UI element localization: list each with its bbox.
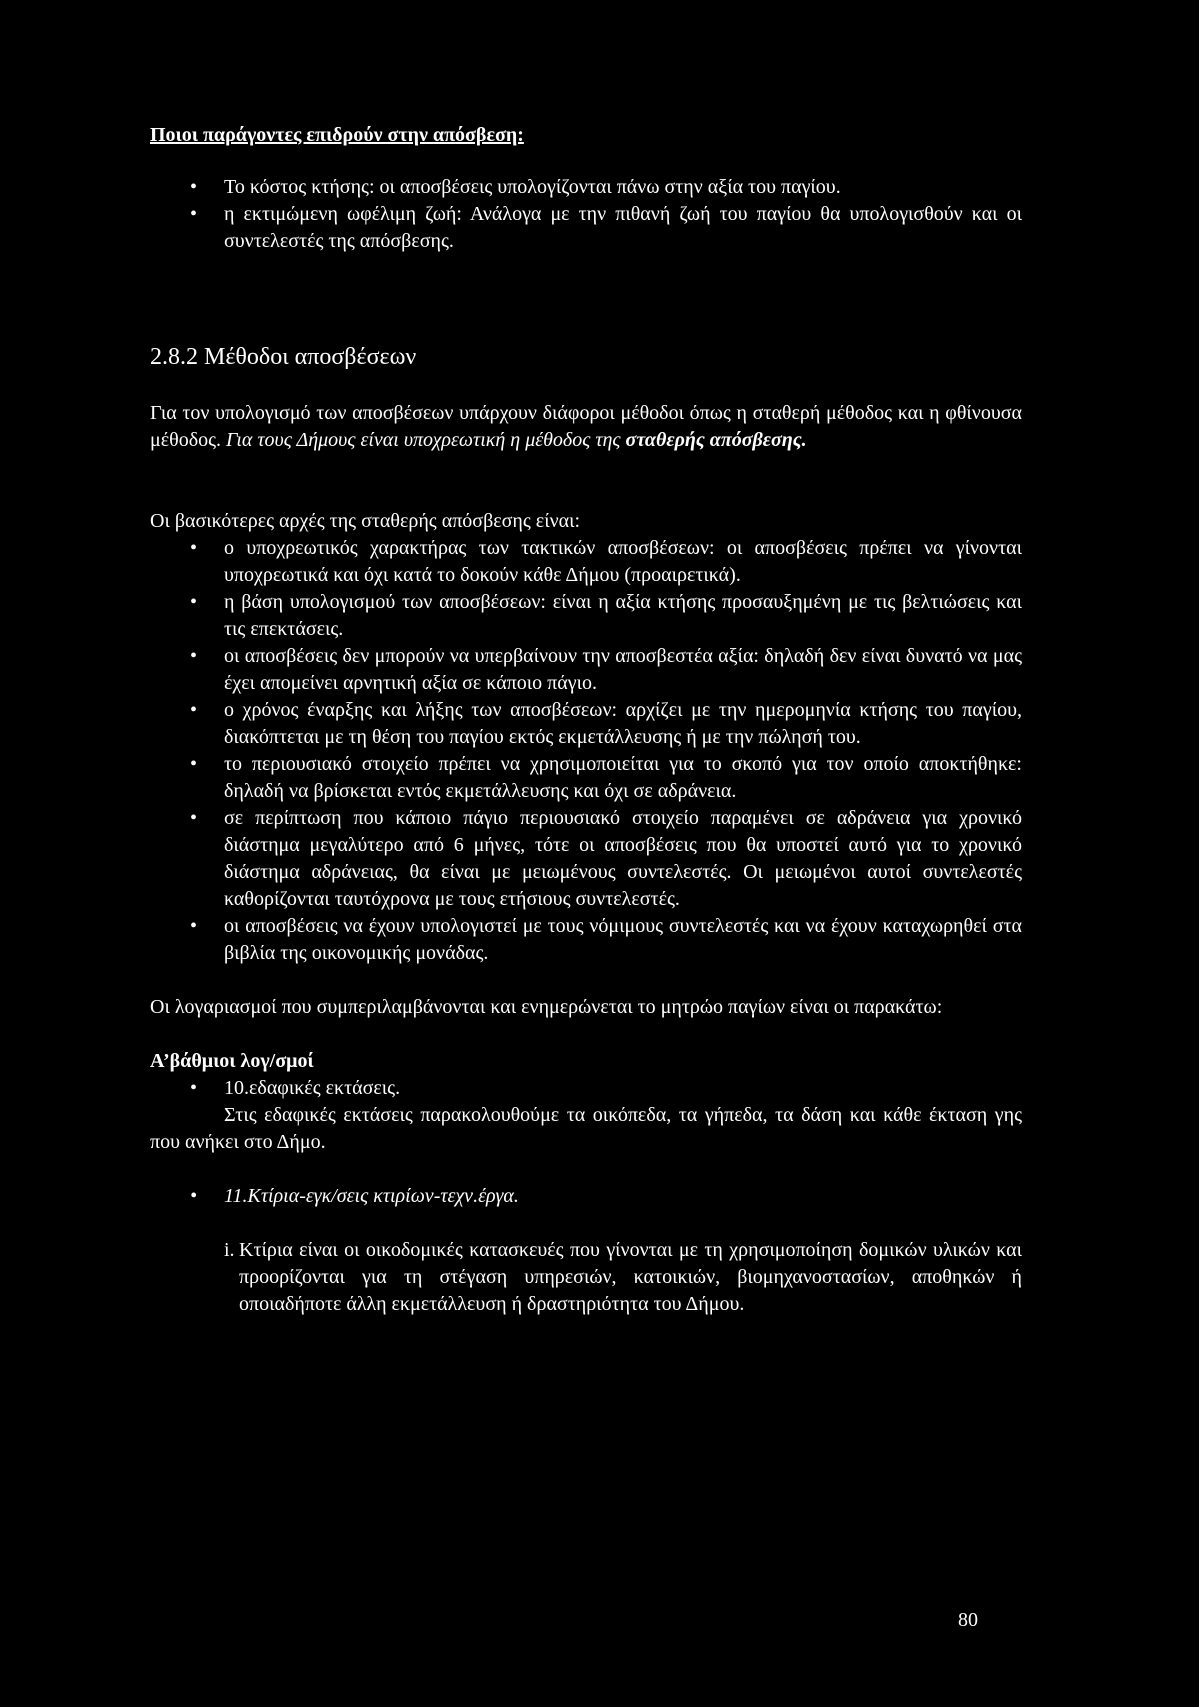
methods-paragraph — [150, 400, 1022, 454]
principle-item: • οι αποσβέσεις να έχουν υπολογιστεί με τους νόμιμους συντελεστές και να έχουν καταχωρηθεί στα βιβλία της οικονομικής μονάδας. — [150, 913, 1022, 967]
account-10-description: Στις εδαφικές εκτάσεις παρακολουθούμε τα οικόπεδα, τα γήπεδα, τα δάση και κάθε έκταση γης που ανήκει στο Δήμο. — [150, 1104, 1022, 1153]
principle-item: • ο χρόνος έναρξης και λήξης των αποσβέσεων: αρχίζει με την ημερομηνία κτήσης του παγίου, διακόπτεται με τη θέση του παγίου εκτός εκμετάλλευσης ή με την πώλησή του. — [150, 697, 1022, 751]
principle-item: • ο υποχρεωτικός χαρακτήρας των τακτικών αποσβέσεων: οι αποσβέσεις πρέπει να γίνονται υποχρεωτικά και όχι κατά το δοκούν κάθε Δήμου (προαιρετικά). — [150, 535, 1022, 589]
account-11-list — [150, 1183, 1022, 1210]
principle-item: • το περιουσιακό στοιχείο πρέπει να χρησιμοποιείται για το σκοπό για τον οποίο αποκτήθηκε: δηλαδή να βρίσκεται εντός εκμετάλλευσης και όχι σε αδράνεια. — [150, 751, 1022, 805]
methods-bold-italic-text: σταθερής απόσβεσης. — [625, 429, 807, 451]
accounts-paragraph: Οι λογαριασμοί που συμπεριλαμβάνονται και ενημερώνεται το μητρώο παγίων είναι οι παρακάτω: — [150, 996, 943, 1018]
factor-item-useful-life: • η εκτιμώμενη ωφέλιμη ζωή: Ανάλογα με την πιθανή ζωή του παγίου θα υπολογισθούν και οι συντελεστές της απόσβεσης. — [150, 201, 1022, 255]
account-10-title: • 10.εδαφικές εκτάσεις. — [150, 1075, 1022, 1102]
principle-item: • η βάση υπολογισμού των αποσβέσεων: είναι η αξία κτήσης προσαυξημένη με τις βελτιώσεις και τις επεκτάσεις. — [150, 589, 1022, 643]
account-11-item — [150, 1237, 1022, 1318]
section-title: 2.8.2 Μέθοδοι αποσβέσεων — [150, 344, 417, 370]
factors-list — [150, 174, 1022, 255]
account-10-list — [150, 1075, 1022, 1102]
principles-list — [150, 535, 1022, 967]
document-page — [150, 122, 1022, 1318]
account-11-item-text: Κτίρια είναι οι οικοδομικές κατασκευές που γίνονται με τη χρησιμοποίηση δομικών υλικών και προορίζονται για τη στέγαση υπηρεσιών, κατοικιών, βιομηχανοστασίων, αποθηκών ή οποιαδήποτε άλλη εκμετάλλευση ή δραστηριότητα του Δήμου. — [239, 1239, 1022, 1315]
methods-text: Για τον υπολογισμό των αποσβέσεων υπάρχουν διάφοροι μέθοδοι όπως η σταθερή μέθοδος και η φθίνουσα μέθοδος. — [150, 402, 1022, 451]
account-11-title: • 11.Κτίρια-εγκ/σεις κτιρίων-τεχν.έργα. — [150, 1183, 1022, 1210]
page-number: 80 — [958, 1609, 978, 1631]
principle-item: • οι αποσβέσεις δεν μπορούν να υπερβαίνουν την αποσβεστέα αξία: δηλαδή δεν είναι δυνατό να μας έχει απομείνει αρνητική αξία σε κάποιο πάγιο. — [150, 643, 1022, 697]
roman-numeral-marker: i. — [224, 1239, 235, 1261]
methods-italic-text: Για τους Δήμους είναι υποχρεωτική η μέθοδος της — [226, 429, 626, 451]
principle-item: • σε περίπτωση που κάποιο πάγιο περιουσιακό στοιχείο παραμένει σε αδράνεια για χρονικό διάστημα μεγαλύτερο από 6 μήνες, τότε οι αποσβέσεις που θα υποστεί αυτό για το χρονικό διάστημα αδράνειας, θα είναι με μειωμένους συντελεστές. Οι μειωμένοι αυτοί συντελεστές καθορίζονται ταυτόχρονα με τους ετήσιους συντελεστές. — [150, 805, 1022, 913]
principles-intro: Οι βασικότερες αρχές της σταθερής απόσβεσης είναι: — [150, 510, 581, 532]
first-degree-heading: Α’βάθμιοι λογ/σμοί — [150, 1050, 314, 1072]
factors-heading: Ποιοι παράγοντες επιδρούν στην απόσβεση: — [150, 124, 524, 146]
factor-item-cost: • Το κόστος κτήσης: οι αποσβέσεις υπολογίζονται πάνω στην αξία του παγίου. — [150, 174, 1022, 201]
